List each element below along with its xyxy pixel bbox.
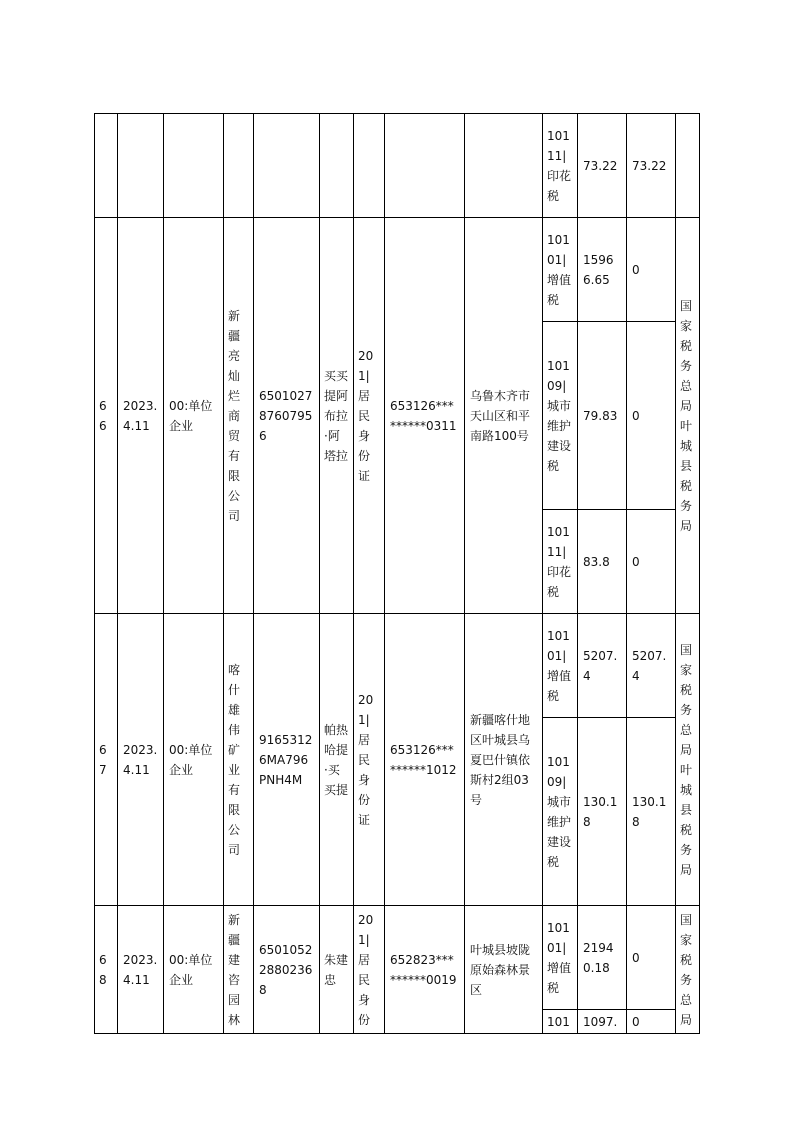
- tax-code: 10109: [547, 754, 570, 789]
- tax-amount: 79.83: [578, 322, 627, 510]
- id-type-cell: 201|居民身份: [354, 906, 385, 1034]
- table-row: [95, 906, 700, 1010]
- type-cell: 00:单位企业: [164, 614, 224, 906]
- type-cell: 00:单位企业: [164, 218, 224, 614]
- tax-code: 10101: [547, 920, 570, 955]
- table-row: [95, 114, 700, 218]
- credit-code-cell: 65010522880236 8: [254, 906, 320, 1034]
- id-number-cell: 653126*********0311: [385, 218, 465, 614]
- tax-paid: 5207.4: [627, 614, 676, 718]
- tax-name: 增值税: [547, 960, 572, 995]
- tax-cell: [543, 1010, 578, 1034]
- tax-name: 印花税: [547, 168, 572, 203]
- id-number-cell: 653126*********1012: [385, 614, 465, 906]
- tax-name: 印花税: [547, 564, 572, 599]
- id-type-cell: 201|居民身份证: [354, 218, 385, 614]
- tax-cell: 10109|城市维护建设税: [543, 322, 578, 510]
- company-cell: 新疆亮灿烂商贸有限公司: [224, 218, 254, 614]
- date-cell: 2023.4.11: [118, 218, 164, 614]
- date-cell: 2023.4.11: [118, 906, 164, 1034]
- tax-amount: 21940.18: [578, 906, 627, 1010]
- legal-person-cell: 朱建忠: [320, 906, 354, 1034]
- tax-cell: 10101|增值税: [543, 614, 578, 718]
- table-row: [95, 218, 700, 322]
- tax-code: 10111: [547, 524, 570, 559]
- tax-paid: 0: [627, 906, 676, 1010]
- tax-amount: 1097.: [578, 1010, 627, 1034]
- tax-paid: 0: [627, 322, 676, 510]
- company-cell: 新疆建咨园林: [224, 906, 254, 1034]
- company-cell: 喀什雄伟矿业有限公司: [224, 614, 254, 906]
- tax-cell: 10101|增值税: [543, 218, 578, 322]
- tax-amount: 15966.65: [578, 218, 627, 322]
- tax-paid: 130.18: [627, 718, 676, 906]
- authority-cell: 国家税务总局叶城县税务局: [676, 614, 700, 906]
- tax-paid: 73.22: [627, 114, 676, 218]
- table-row: [95, 614, 700, 718]
- tax-amount: 83.8: [578, 510, 627, 614]
- tax-code: 10109: [547, 358, 570, 393]
- credit-code-cell: 65010278760795 6: [254, 218, 320, 614]
- tax-code: 101: [547, 1014, 570, 1029]
- address-cell: 新疆喀什地区叶城县乌夏巴什镇依斯村2组03号: [465, 614, 543, 906]
- tax-code: 10111: [547, 128, 570, 163]
- id-number-cell: 652823*********0019: [385, 906, 465, 1034]
- id-type-cell: 201|居民身份证: [354, 614, 385, 906]
- tax-name: 增值税: [547, 668, 572, 703]
- tax-name: 城市维护建设税: [547, 794, 572, 869]
- tax-code: 10101: [547, 628, 570, 663]
- tax-name: 城市维护建设税: [547, 398, 572, 473]
- tax-cell: 10109|城市维护建设税: [543, 718, 578, 906]
- tax-cell: 10111|印花税: [543, 114, 578, 218]
- tax-amount: 5207.4: [578, 614, 627, 718]
- tax-code: 10101: [547, 232, 570, 267]
- address-cell: 叶城县坡陇原始森林景区: [465, 906, 543, 1034]
- authority-cell: 国家税务总局: [676, 906, 700, 1034]
- tax-name: 增值税: [547, 272, 572, 307]
- tax-paid: 0: [627, 510, 676, 614]
- authority-cell: 国家税务总局叶城县税务局: [676, 218, 700, 614]
- tax-paid: 0: [627, 218, 676, 322]
- type-cell: 00:单位企业: [164, 906, 224, 1034]
- tax-amount: 130.18: [578, 718, 627, 906]
- tax-amount: 73.22: [578, 114, 627, 218]
- date-cell: 2023.4.11: [118, 614, 164, 906]
- tax-paid: 0: [627, 1010, 676, 1034]
- legal-person-cell: 买买提阿布拉·阿塔拉: [320, 218, 354, 614]
- credit-code-cell: 91653126MA796PNH4M: [254, 614, 320, 906]
- seq-cell: 68: [95, 906, 118, 1034]
- tax-cell: 10111|印花税: [543, 510, 578, 614]
- address-cell: 乌鲁木齐市天山区和平南路100号: [465, 218, 543, 614]
- tax-records-table: [94, 113, 700, 1034]
- tax-cell: 10101|增值税: [543, 906, 578, 1010]
- seq-cell: 66: [95, 218, 118, 614]
- seq-cell: 67: [95, 614, 118, 906]
- legal-person-cell: 帕热哈提·买买提: [320, 614, 354, 906]
